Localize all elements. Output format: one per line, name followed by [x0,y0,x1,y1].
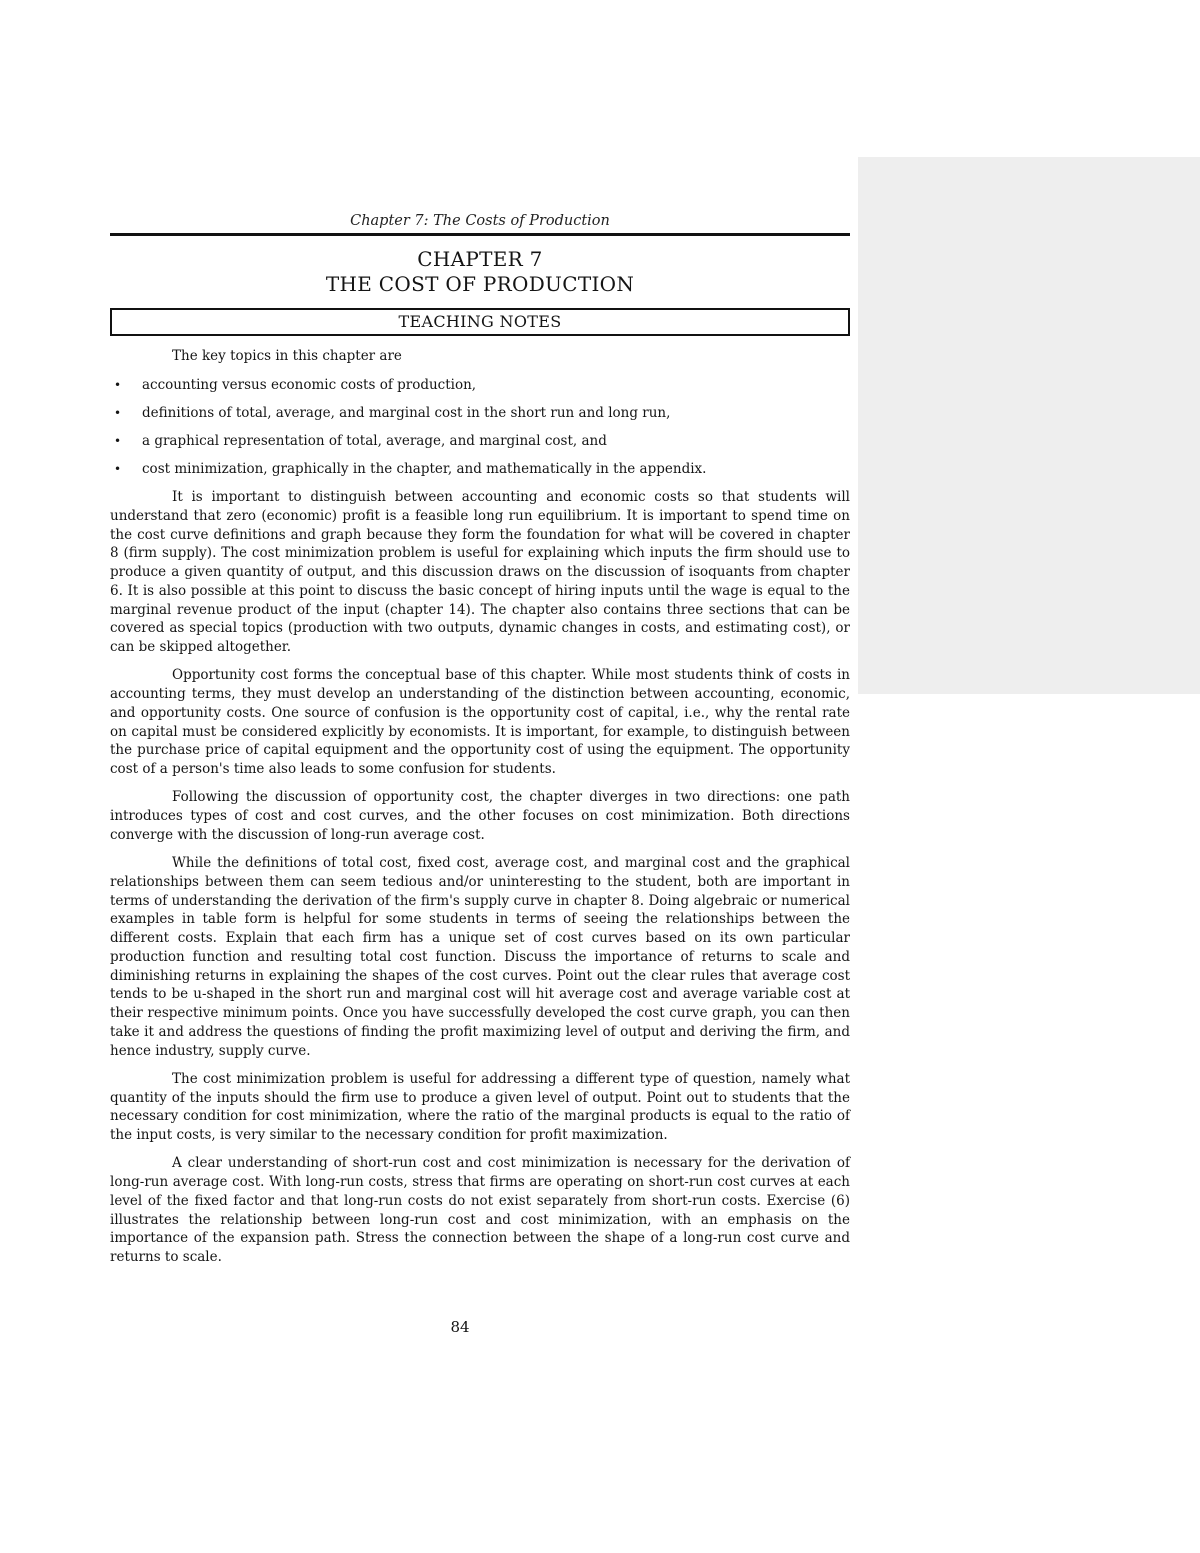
topic-text: a graphical representation of total, average, and marginal cost, and [142,433,607,449]
body-paragraph: The cost minimization problem is useful for addressing a different type of question, namely what quantity of the inputs should the firm use to produce a given level of output. Point out to students that the necessary condition for cost minimization, where the ratio of the marginal products is equal to the ratio of the input costs, is very similar to the necessary condition for profit maximization. [110,1070,850,1143]
bullet-icon: • [114,434,122,448]
bullet-icon: • [114,406,122,420]
topic-item [110,376,850,404]
topic-text: definitions of total, average, and marginal cost in the short run and long run, [142,405,671,421]
running-header: Chapter 7: The Costs of Production [350,213,610,229]
section-heading-box [110,308,850,336]
body-paragraph: Opportunity cost forms the conceptual base of this chapter. While most students think of costs in accounting terms, they must develop an understanding of the distinction between accounting, economic, and opportunity costs. One source of confusion is the opportunity cost of capital, i.e., why the rental rate on capital must be considered explicitly by economists. It is important, for example, to distinguish between the purchase price of capital equipment and the opportunity cost of using the equipment. The opportunity cost of a person's time also leads to some confusion for students. [110,667,850,777]
section-heading: TEACHING NOTES [398,312,562,331]
header-rule [110,233,850,236]
body-text [110,488,850,1276]
page-number: 84 [450,1318,470,1336]
chapter-title: THE COST OF PRODUCTION [325,272,635,296]
body-paragraph: It is important to distinguish between accounting and economic costs so that students will understand that zero (economic) profit is a feasible long run equilibrium. It is important to spend time on the cost curve definitions and graph because they form the foundation for what will be covered in chapter 8 (firm supply). The cost minimization problem is useful for explaining which inputs the firm should use to produce a given quantity of output, and this discussion draws on the discussion of isoquants from chapter 6. It is also possible at this point to discuss the basic concept of hiring inputs until the wage is equal to the marginal revenue product of the input (chapter 14). The chapter also contains three sections that can be covered as special topics (production with two outputs, dynamic changes in costs, and estimating cost), or can be skipped altogether. [110,489,850,655]
topic-item [110,460,850,488]
body-paragraph: While the definitions of total cost, fixed cost, average cost, and marginal cost and the graphical relationships between them can seem tedious and/or uninteresting to the student, both are important in terms of understanding the derivation of the firm's supply curve in chapter 8. Doing algebraic or numerical examples in table form is helpful for some students in terms of seeing the relationships between the different costs. Explain that each firm has a unique set of cost curves based on its own particular production function and resulting total cost function. Discuss the importance of returns to scale and diminishing returns in explaining the shapes of the cost curves. Point out the clear rules that average cost tends to be u-shaped in the short run and marginal cost will hit average cost and average variable cost at their respective minimum points. Once you have successfully developed the cost curve graph, you can then take it and address the questions of finding the profit maximizing level of output and deriving the firm, and hence industry, supply curve. [110,855,850,1059]
topic-text: accounting versus economic costs of production, [142,377,477,393]
chapter-number: CHAPTER 7 [417,247,543,271]
topic-item [110,404,850,432]
body-paragraph: A clear understanding of short-run cost and cost minimization is necessary for the derivation of long-run average cost. With long-run costs, stress that firms are operating on short-run cost curves at each level of the fixed factor and that long-run costs do not exist separately from short-run costs. Exercise (6) illustrates the relationship between long-run cost and cost minimization, with an emphasis on the importance of the expansion path. Stress the connection between the shape of a long-run cost curve and returns to scale. [110,1155,850,1265]
topic-list [110,376,850,488]
topic-text: cost minimization, graphically in the chapter, and mathematically in the appendix. [142,461,707,477]
bullet-icon: • [114,462,122,476]
comment-margin-pane [858,157,1200,694]
bullet-icon: • [114,378,122,392]
topic-item [110,432,850,460]
topics-lead-in: The key topics in this chapter are [172,348,402,364]
body-paragraph: Following the discussion of opportunity cost, the chapter diverges in two directions: one path introduces types of cost and cost curves, and the other focuses on cost minimization. Both directions converge with the discussion of long-run average cost. [110,789,850,843]
